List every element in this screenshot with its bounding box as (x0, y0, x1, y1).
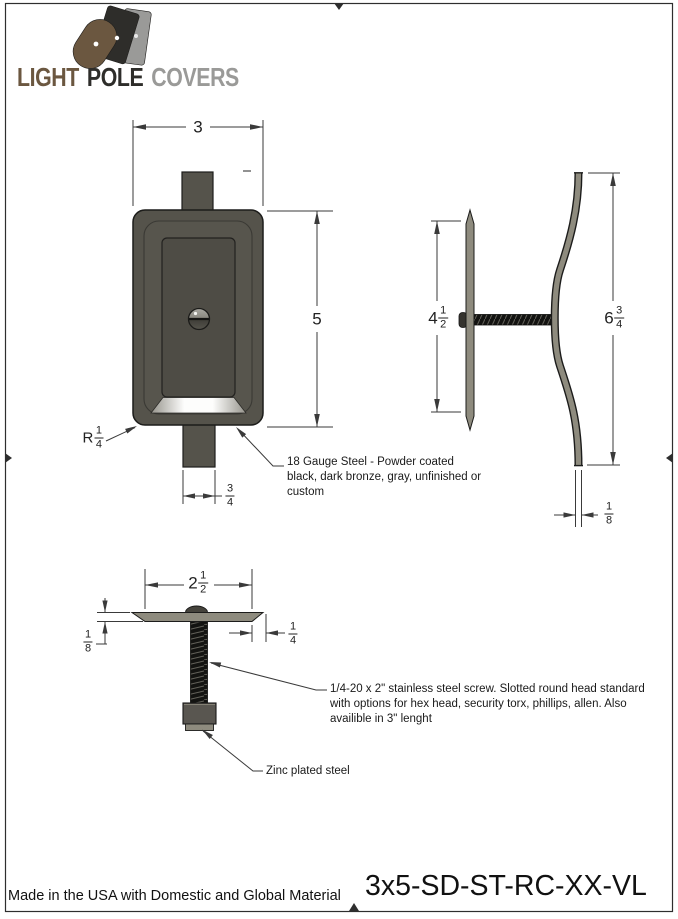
dim-side-thickness: $\frac{1}{8}$ (605, 500, 613, 527)
dim-bottom-width: 2 $\frac{1}{2}$ (186, 571, 210, 596)
note-material-line-3: custom (287, 485, 325, 498)
dim-bottom-offset: $\frac{1}{4}$ (289, 620, 297, 647)
logo-wordmark (17, 62, 239, 93)
side-view (459, 173, 583, 467)
note-material (287, 455, 481, 499)
dim-front-width: 3 (193, 117, 203, 137)
bottom-view (132, 606, 263, 731)
note-material-line-2: black, dark bronze, gray, unfinished or (287, 470, 482, 483)
logo-word-light: LIGHT (17, 62, 79, 92)
front-view (133, 172, 263, 467)
dim-side-plate-height: 4 $\frac{1}{2}$ (426, 306, 450, 331)
logo-word-pole: POLE (86, 62, 144, 92)
note-screw-line-2: with options for hex head, security torx, phillips, allen. Also (330, 697, 627, 710)
logo-word-covers: COVERS (151, 62, 239, 92)
dim-side-overall-height: 6 $\frac{3}{4}$ (602, 306, 626, 331)
note-material-line-1: 18 Gauge Steel - Powder coated (287, 456, 454, 468)
note-hardware: Zinc plated steel (266, 765, 350, 777)
note-screw-line-1: 1/4-20 x 2" stainless steel screw. Slotted round head standard (330, 683, 645, 695)
note-screw (330, 682, 645, 726)
dim-front-corner-radius: R $\frac{1}{4}$ (82, 424, 102, 451)
dim-front-height: 5 (312, 309, 322, 329)
dim-front-tab-width: $\frac{3}{4}$ (226, 482, 234, 509)
part-number: 3x5-SD-ST-RC-XX-VL (365, 870, 647, 902)
note-screw-line-3: availible in 3" lenght (330, 712, 432, 725)
dim-bottom-thickness: $\frac{1}{8}$ (84, 628, 92, 655)
made-in-usa-text: Made in the USA with Domestic and Global Material (8, 888, 341, 904)
